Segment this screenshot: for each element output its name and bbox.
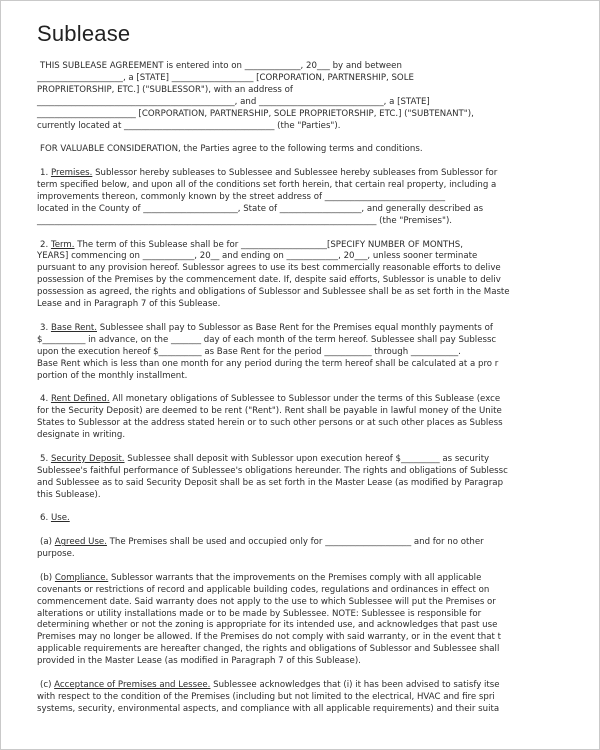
text-run: FOR VALUABLE CONSIDERATION, the Parties agree to the following terms and conditions. xyxy=(40,144,423,155)
text-run: systems, security, environmental aspects, and compliance with all applicable requirements) and their suita xyxy=(37,703,500,714)
text-run: commencement date. Said warranty does not apply to the use to which Sublessee will put the Premises or xyxy=(37,596,496,607)
text-run: States to Sublessor at the address stated herein or to such other persons or at such other places as Subless xyxy=(37,418,503,429)
text-run: Lease and in Paragraph 7 of this Sublease. xyxy=(37,299,221,310)
text-line xyxy=(37,204,600,216)
text-run: covenants or restrictions of record and applicable building codes, regulations and ordinances in effect on xyxy=(37,584,490,595)
text-line xyxy=(37,490,600,502)
text-run: Sublessee's faithful performance of Sublessee's obligations hereunder. The rights and obligations of Sublessc xyxy=(37,465,508,476)
text-run: 5. xyxy=(40,453,51,464)
text-line xyxy=(37,609,600,621)
text-line xyxy=(37,454,600,466)
text-line xyxy=(37,704,600,716)
text-run: 6. xyxy=(40,513,51,524)
paragraph-spacer xyxy=(37,501,600,513)
text-line xyxy=(37,371,600,383)
text-line xyxy=(37,573,600,585)
text-run: Sublessor warrants that the improvements on the Premises comply with all applicable xyxy=(108,572,482,583)
text-run: _______________________ [CORPORATION, PARTNERSHIP, SOLE PROPRIETORSHIP, ETC.] ("SUBTENANT"), xyxy=(37,108,474,119)
text-run: (b) xyxy=(40,572,55,583)
text-line xyxy=(37,97,600,109)
paragraph-spacer xyxy=(37,668,600,680)
text-run: All monetary obligations of Sublessee to Sublessor under the terms of this Sublease (exce xyxy=(109,394,501,405)
text-run: and Sublessee as to said Security Deposit shall be as set forth in the Master Lease (as modified by Paragrap xyxy=(37,477,504,488)
paragraph xyxy=(37,680,600,716)
text-run: THIS SUBLEASE AGREEMENT is entered into on _____________, 20___ by and between xyxy=(40,61,402,71)
text-run: ______________________________________________, and _____________________________, a [STATE] xyxy=(37,96,430,107)
text-line xyxy=(37,549,600,561)
text-line xyxy=(37,73,600,85)
paragraph xyxy=(37,573,600,668)
section-heading: Use. xyxy=(50,513,70,524)
text-line xyxy=(37,430,600,442)
paragraph-spacer xyxy=(37,561,600,573)
text-line xyxy=(37,359,600,371)
document-body xyxy=(37,61,600,716)
text-line xyxy=(37,85,600,97)
text-run: Sublessee shall deposit with Sublessor upon execution hereof $_________ as security xyxy=(124,453,490,464)
text-run: for the Security Deposit) are deemed to be rent ("Rent"). Rent shall be payable in lawful money of the Unite xyxy=(37,406,502,417)
text-run: pursuant to any provision hereof. Sublessor agrees to use its best commercially reasonable efforts to delive xyxy=(37,263,501,274)
text-line xyxy=(37,287,600,299)
paragraph-spacer xyxy=(37,132,600,144)
paragraph xyxy=(37,168,600,228)
text-line xyxy=(37,680,600,692)
text-run: _______________________________________________________________________________ (the "Premises"). xyxy=(37,215,453,226)
text-line xyxy=(37,109,600,121)
text-run: Premises may no longer be allowed. If the Premises do not comply with said warranty, or in the event that t xyxy=(37,632,501,643)
text-run: ____________________, a [STATE] ___________________ [CORPORATION, PARTNERSHIP, SOLE xyxy=(37,72,414,83)
text-run: with respect to the condition of the Premises (including but not limited to the electrical, HVAC and fire spri xyxy=(37,691,495,702)
text-run: this Sublease). xyxy=(37,489,101,500)
paragraph-spacer xyxy=(37,228,600,240)
text-run: Base Rent which is less than one month for any period during the term hereof shall be calculated at a pro r xyxy=(37,358,499,369)
text-line xyxy=(37,347,600,359)
text-line xyxy=(37,240,600,252)
text-line xyxy=(37,644,600,656)
paragraph xyxy=(37,537,600,561)
text-run: 1. xyxy=(40,168,51,179)
paragraph xyxy=(37,454,600,502)
text-line xyxy=(37,263,600,275)
paragraph-spacer xyxy=(37,382,600,394)
text-line xyxy=(37,216,600,228)
text-line xyxy=(37,656,600,668)
paragraph-spacer xyxy=(37,442,600,454)
text-line xyxy=(37,335,600,347)
text-run: applicable requirements are hereafter changed, the rights and obligations of Sublessor and Sublessee shall xyxy=(37,644,500,655)
paragraph xyxy=(37,61,600,132)
paragraph xyxy=(37,394,600,442)
text-run: 3. xyxy=(40,322,51,333)
text-run: currently located at ___________________________________ (the "Parties"). xyxy=(37,120,341,131)
text-run: (c) xyxy=(40,679,55,690)
paragraph xyxy=(37,323,600,383)
text-run: (a) xyxy=(40,537,55,548)
text-line xyxy=(37,192,600,204)
section-heading: Premises. xyxy=(50,168,93,179)
text-run: Sublessor hereby subleases to Sublessee and Sublessee hereby subleases from Sublessor for xyxy=(92,168,498,179)
text-run: Sublessee shall pay to Sublessor as Base Rent for the Premises equal monthly payments of xyxy=(97,322,493,333)
text-line xyxy=(37,632,600,644)
text-run: portion of the monthly installment. xyxy=(37,370,188,381)
text-run: 4. xyxy=(40,394,51,405)
text-run: possession of the Premises by the commencement date. If, despite said efforts, Sublessor is unable to deliv xyxy=(37,275,501,286)
text-run: The term of this Sublease shall be for ____________________[SPECIFY NUMBER OF MONTHS, xyxy=(74,239,463,250)
text-line xyxy=(37,597,600,609)
text-line xyxy=(37,418,600,430)
text-line xyxy=(37,251,600,263)
text-run: located in the County of ______________________, State of ___________________, and generally described as xyxy=(37,203,484,214)
paragraph xyxy=(37,513,600,525)
text-line xyxy=(37,478,600,490)
paragraph xyxy=(37,144,600,156)
text-run: $__________ in advance, on the _______ day of each month of the term hereof. Sublessee shall pay Sublessc xyxy=(37,334,497,345)
text-run: The Premises shall be used and occupied only for ____________________ and for no other xyxy=(106,537,484,548)
section-heading: Term. xyxy=(50,239,75,250)
text-line xyxy=(37,61,600,73)
text-run: PROPRIETORSHIP, ETC.] ("SUBLESSOR"), with an address of xyxy=(37,84,293,95)
text-line xyxy=(37,394,600,406)
text-line xyxy=(37,692,600,704)
text-run: improvements thereon, commonly known by the street address of ____________________________ xyxy=(37,191,446,202)
text-run: 2. xyxy=(40,239,51,250)
text-run: alterations or utility installations made or to be made by Sublessee. NOTE: Sublessee is responsible for xyxy=(37,608,482,619)
text-run: upon the execution hereof $__________ as Base Rent for the period ___________ through ___________. xyxy=(37,346,461,357)
text-run: determining whether or not the zoning is appropriate for its intended use, and acknowledges that past use xyxy=(37,620,498,631)
text-run: designate in writing. xyxy=(37,430,126,441)
text-run: YEARS] commencing on ____________, 20__ and ending on ____________, 20___, unless sooner terminate xyxy=(37,251,478,262)
section-heading: Base Rent. xyxy=(50,322,98,333)
text-line xyxy=(37,406,600,418)
paragraph-spacer xyxy=(37,525,600,537)
text-run: provided in the Master Lease (as modified in Paragraph 7 of this Sublease). xyxy=(37,656,361,667)
section-heading: Rent Defined. xyxy=(50,394,110,405)
text-run: purpose. xyxy=(37,549,75,560)
text-line xyxy=(37,466,600,478)
text-line xyxy=(37,168,600,180)
text-run: possession as agreed, the rights and obligations of Sublessor and Sublessee shall be as set forth in the Maste xyxy=(37,287,510,298)
paragraph xyxy=(37,240,600,311)
text-line xyxy=(37,144,600,156)
paragraph-spacer xyxy=(37,156,600,168)
section-heading: Compliance. xyxy=(54,572,109,583)
document-title: Sublease xyxy=(37,21,131,46)
text-line xyxy=(37,275,600,287)
text-line xyxy=(37,620,600,632)
text-line xyxy=(37,513,600,525)
section-heading: Security Deposit. xyxy=(50,453,125,464)
section-heading: Acceptance of Premises and Lessee. xyxy=(54,679,211,690)
text-run: Sublessee acknowledges that (i) it has been advised to satisfy itse xyxy=(210,679,500,690)
text-line xyxy=(37,299,600,311)
text-line xyxy=(37,323,600,335)
section-heading: Agreed Use. xyxy=(54,537,107,548)
text-line xyxy=(37,537,600,549)
text-line xyxy=(37,121,600,133)
text-line xyxy=(37,585,600,597)
text-line xyxy=(37,180,600,192)
text-run: term specified below, and upon all of the conditions set forth herein, that certain real property, including a xyxy=(37,180,497,191)
paragraph-spacer xyxy=(37,311,600,323)
